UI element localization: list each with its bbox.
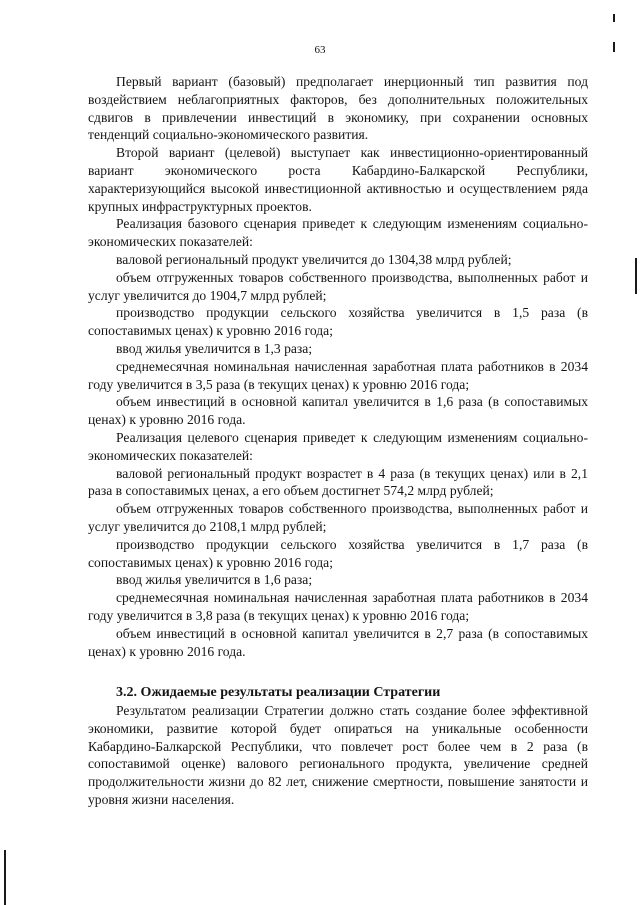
paragraph-target-variant: Второй вариант (целевой) выступает как инвестиционно-ориентированный вариант экономического роста Кабардино-Балкарской Республики, характеризующийся высокой инвестиционной активностью и осуществлением ряда крупных инфраструктурных проектов. [88, 145, 588, 214]
list-item-target-grp: валовой региональный продукт возрастет в 4 раза (в текущих ценах) или в 2,1 раза в сопоставимых ценах, а его объем достигнет 574,2 млрд рублей; [88, 465, 588, 499]
list-item-target-housing: ввод жилья увеличится в 1,6 раза; [116, 572, 313, 588]
list-item-target-shipped-goods: объем отгруженных товаров собственного производства, выполненных работ и услуг увеличится до 2108,1 млрд рублей; [88, 501, 588, 534]
list-item-base-housing: ввод жилья увеличится в 1,3 раза; [116, 340, 313, 356]
list-item-target-wages: среднемесячная номинальная начисленная заработная плата работников в 2034 году увеличится в 3,8 раза (в текущих ценах) к уровню 2016 года; [88, 590, 588, 623]
list-item-base-shipped-goods: объем отгруженных товаров собственного производства, выполненных работ и услуг увеличится до 1904,7 млрд рублей; [88, 269, 588, 303]
scan-mark-top-right [613, 14, 615, 22]
page-number: 63 [314, 44, 326, 56]
list-item-base-wages: среднемесячная номинальная начисленная заработная плата работников в 2034 году увеличится в 3,5 раза (в текущих ценах) к уровню 2016 года; [88, 358, 588, 392]
list-item-base-investment: объем инвестиций в основной капитал увеличится в 1,6 раза (в сопоставимых ценах) к уровню 2016 года. [88, 394, 588, 428]
list-item-base-grp: валовой региональный продукт увеличится до 1304,38 млрд рублей; [116, 251, 512, 267]
paragraph-base-variant: Первый вариант (базовый) предполагает инерционный тип развития под воздействием неблагоприятных факторов, без дополнительных положительных сдвигов в привлечении инвестиций в экономику, при сохранении основных тенденций социально-экономического развития. [88, 74, 588, 143]
paragraph-target-scenario-intro: Реализация целевого сценария приведет к следующим изменениям социально-экономических показателей: [88, 429, 588, 463]
list-item-target-investment: объем инвестиций в основной капитал увеличится в 2,7 раза (в сопоставимых ценах) к уровню 2016 года. [88, 625, 588, 659]
document-body [88, 73, 588, 809]
scan-mark-right-edge [635, 258, 637, 294]
scan-mark-top-right-2 [613, 42, 615, 52]
section-heading: 3.2. Ожидаемые результаты реализации Стратегии [116, 685, 441, 701]
scan-mark-bottom-left [4, 850, 6, 905]
paragraph-base-scenario-intro: Реализация базового сценария приведет к следующим изменениям социально-экономических показателей: [88, 216, 588, 250]
list-item-target-agriculture: производство продукции сельского хозяйства увеличится в 1,7 раза (в сопоставимых ценах) к уровню 2016 года; [88, 536, 588, 570]
paragraph-expected-results: Результатом реализации Стратегии должно стать создание более эффективной экономики, развитие которой будет опираться на уникальные особенности Кабардино-Балкарской Республики, что повлечет рост более чем в 2 раза (в сопоставимой оценке) валового регионального продукта, увеличение средней продолжительности жизни до 82 лет, снижение смертности, повышение занятости и уровня жизни населения. [88, 703, 588, 808]
list-item-base-agriculture: производство продукции сельского хозяйства увеличится в 1,5 раза (в сопоставимых ценах) к уровню 2016 года; [88, 305, 588, 339]
